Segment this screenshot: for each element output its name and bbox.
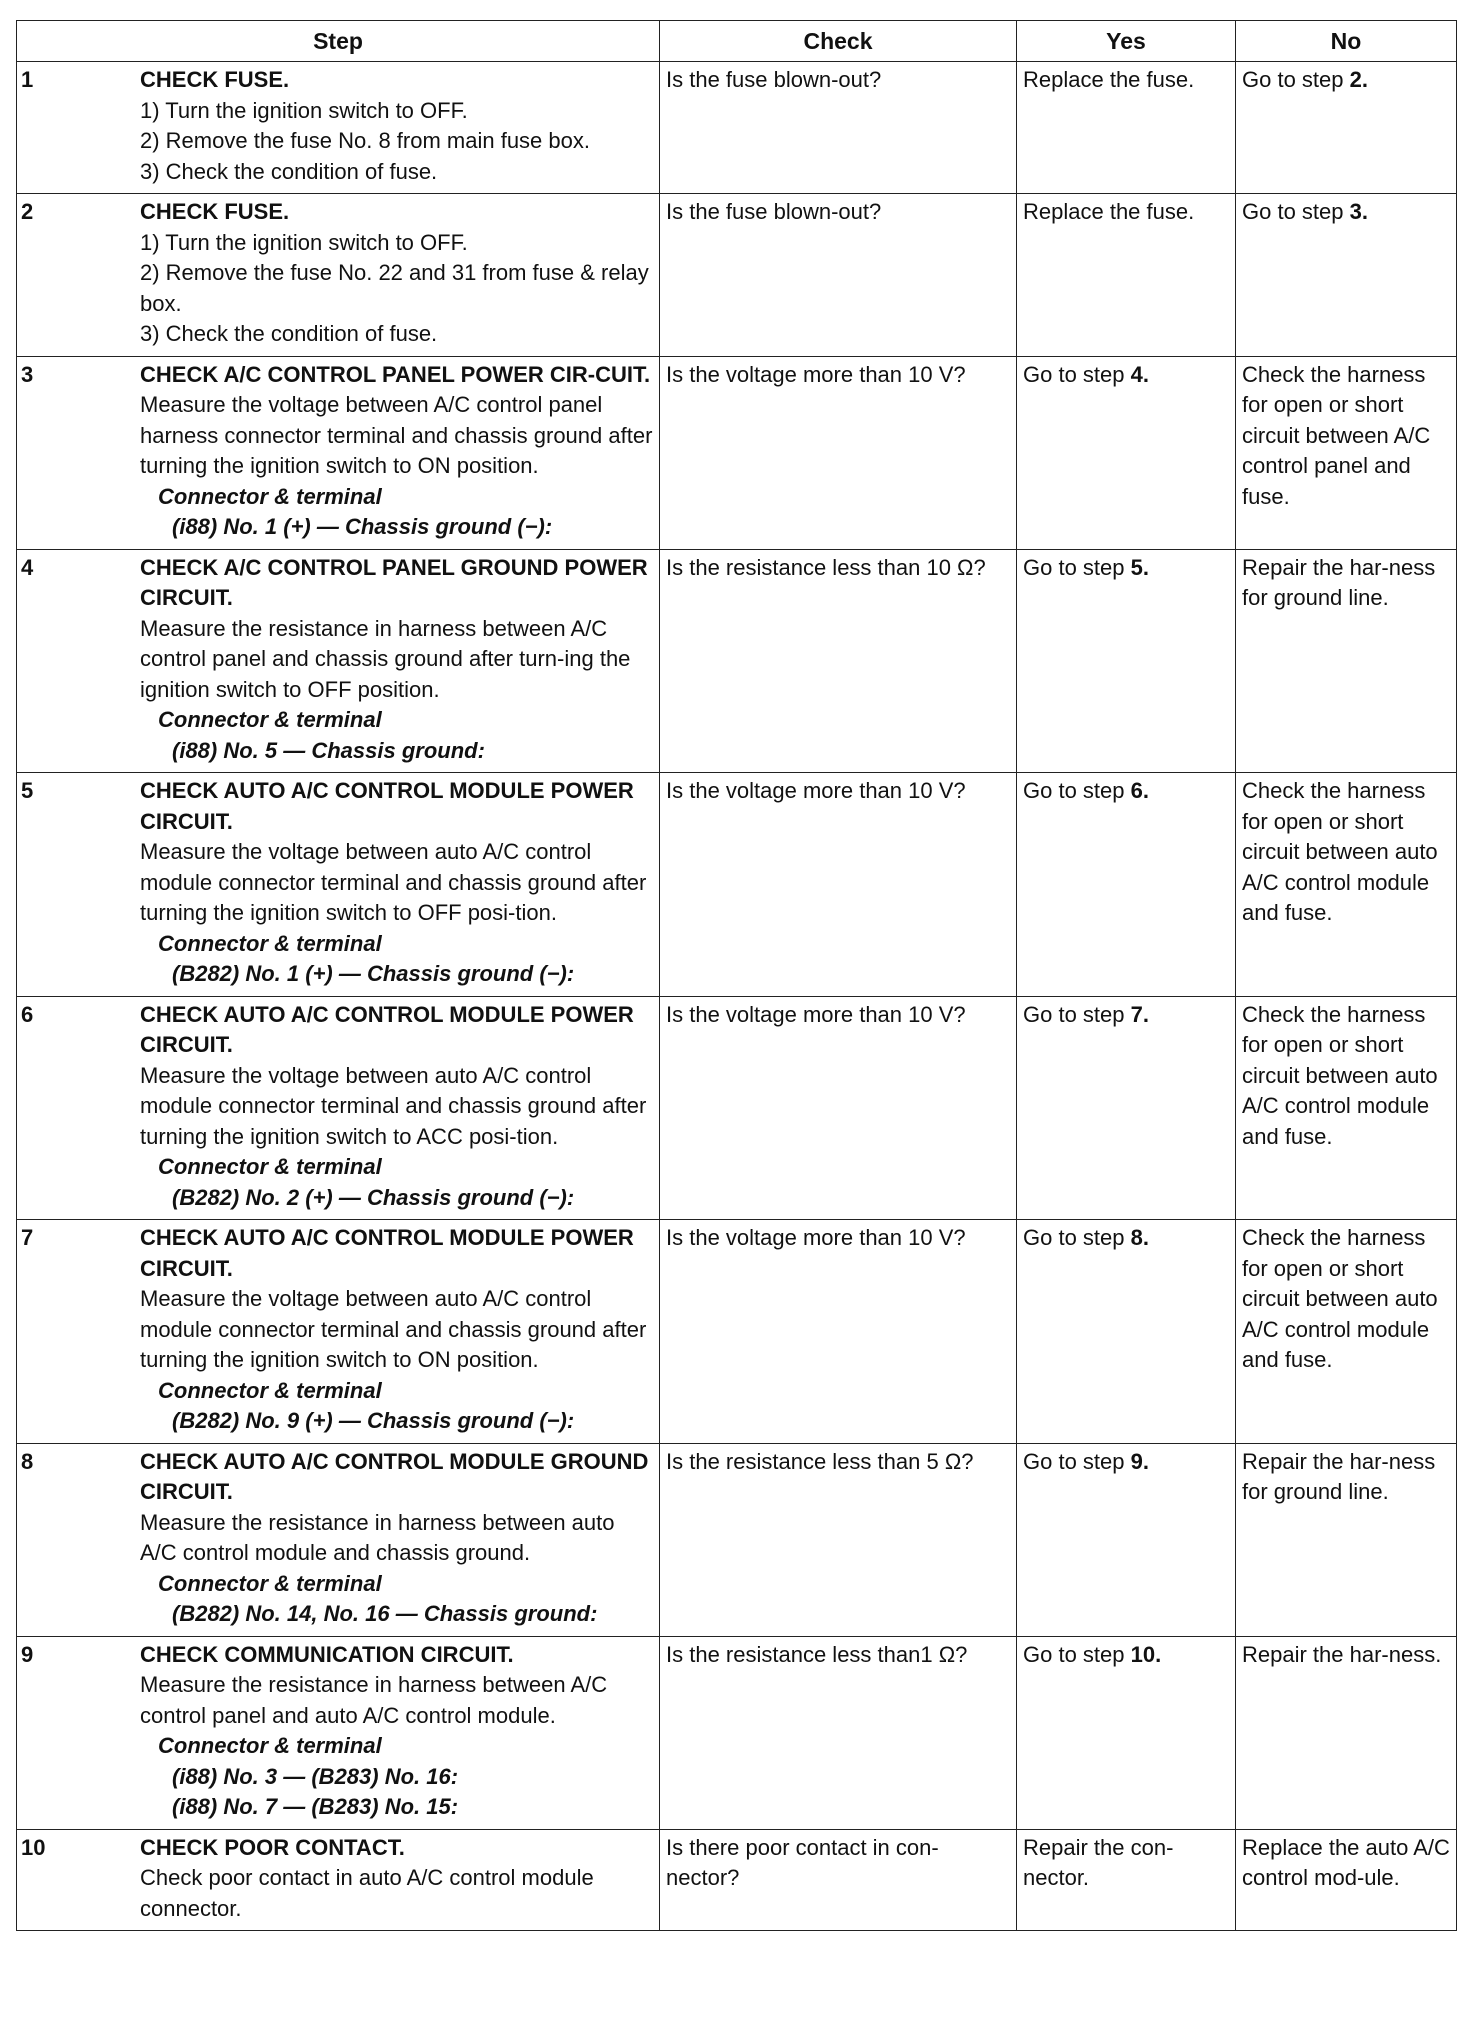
no-cell-text: Repair the har-ness for ground line.	[1242, 1448, 1436, 1504]
step-reference: 7.	[1130, 1001, 1149, 1027]
connector-terminal: (i88) No. 7 — (B283) No. 15:	[172, 1794, 459, 1819]
diagnostic-table	[16, 20, 1457, 1931]
connector-label: Connector & terminal	[158, 1377, 382, 1403]
yes-cell	[1017, 194, 1236, 357]
step-reference: 2.	[1349, 67, 1368, 92]
yes-cell	[1017, 996, 1236, 1220]
header-step: Step	[17, 21, 660, 62]
step-body	[134, 194, 659, 356]
step-cell	[17, 996, 660, 1220]
step-cell	[17, 1443, 660, 1636]
table-row	[17, 1829, 1457, 1931]
no-cell	[1236, 549, 1457, 773]
step-body	[134, 1220, 659, 1443]
step-instruction: 1) Turn the ignition switch to OFF.	[140, 97, 468, 123]
check-cell: Is the fuse blown-out?	[660, 62, 1017, 194]
table-row	[17, 773, 1457, 997]
yes-cell-text: Go to step	[1023, 554, 1131, 580]
check-cell: Is the resistance less than1 Ω?	[660, 1636, 1017, 1829]
no-cell	[1236, 1220, 1457, 1444]
step-reference: 5.	[1130, 554, 1149, 580]
table-row	[17, 996, 1457, 1220]
yes-cell	[1017, 1829, 1236, 1931]
yes-cell	[1017, 549, 1236, 773]
no-cell-text: Check the harness for open or short circuit between auto A/C control module and fuse.	[1242, 1225, 1438, 1372]
header-check: Check	[660, 21, 1017, 62]
no-cell	[1236, 1636, 1457, 1829]
connector-label: Connector & terminal	[158, 483, 382, 509]
step-cell	[17, 356, 660, 549]
step-cell	[17, 1636, 660, 1829]
connector-label: Connector & terminal	[158, 1570, 382, 1596]
step-body	[134, 773, 659, 996]
yes-cell-text: Replace the fuse.	[1023, 67, 1195, 92]
no-cell-text: Replace the auto A/C control mod-ule.	[1242, 1834, 1450, 1890]
connector-terminal: (B282) No. 1 (+) — Chassis ground (−):	[172, 961, 575, 986]
table-row	[17, 194, 1457, 357]
yes-cell-text: Go to step	[1023, 1641, 1131, 1667]
no-cell-text: Repair the har-ness for ground line.	[1242, 554, 1436, 610]
connector-terminal: (i88) No. 3 — (B283) No. 16:	[172, 1763, 459, 1789]
no-cell	[1236, 194, 1457, 357]
step-instruction: Check poor contact in auto A/C control module connector.	[140, 1865, 594, 1921]
step-reference: 10.	[1130, 1641, 1162, 1667]
no-cell	[1236, 62, 1457, 194]
yes-cell-text: Go to step	[1023, 1448, 1131, 1474]
step-title: CHECK FUSE.	[140, 67, 290, 92]
no-cell-text: Check the harness for open or short circuit between A/C control panel and fuse.	[1242, 361, 1431, 509]
step-instruction: 2) Remove the fuse No. 8 from main fuse box.	[140, 128, 590, 153]
step-cell	[17, 549, 660, 773]
no-cell-text: Repair the har-ness.	[1242, 1641, 1442, 1667]
step-body	[134, 550, 659, 773]
check-cell: Is the resistance less than 10 Ω?	[660, 549, 1017, 773]
step-reference: 4.	[1130, 361, 1149, 387]
step-number: 7	[21, 1225, 34, 1250]
step-instruction: Measure the voltage between auto A/C control module connector terminal and chassis ground after turning the ignition switch to OFF posi-tion.	[140, 839, 647, 925]
step-instruction: Measure the voltage between A/C control panel harness connector terminal and chassis ground after turning the ignition switch to ON position.	[140, 392, 653, 478]
check-cell: Is the voltage more than 10 V?	[660, 356, 1017, 549]
step-title: CHECK POOR CONTACT.	[140, 1834, 405, 1860]
step-instruction: 2) Remove the fuse No. 22 and 31 from fuse & relay box.	[140, 260, 649, 316]
step-instruction: 3) Check the condition of fuse.	[140, 158, 438, 184]
yes-cell-text: Repair the con-nector.	[1023, 1834, 1174, 1890]
yes-cell-text: Go to step	[1023, 361, 1131, 387]
step-cell	[17, 62, 660, 194]
step-cell	[17, 1220, 660, 1444]
step-body	[134, 62, 659, 193]
step-body	[134, 1637, 659, 1829]
step-title: CHECK AUTO A/C CONTROL MODULE GROUND CIRCUIT.	[140, 1448, 649, 1504]
connector-label: Connector & terminal	[158, 930, 382, 956]
connector-terminal: (i88) No. 1 (+) — Chassis ground (−):	[172, 514, 553, 539]
step-title: CHECK AUTO A/C CONTROL MODULE POWER CIRCUIT.	[140, 1001, 634, 1057]
no-cell-text: Check the harness for open or short circuit between auto A/C control module and fuse.	[1242, 1001, 1438, 1149]
no-cell-text: Go to step	[1242, 199, 1350, 224]
no-cell	[1236, 996, 1457, 1220]
no-cell	[1236, 773, 1457, 997]
yes-cell	[1017, 1636, 1236, 1829]
connector-terminal: (B282) No. 2 (+) — Chassis ground (−):	[172, 1184, 575, 1210]
step-reference: 3.	[1349, 199, 1368, 224]
yes-cell	[1017, 62, 1236, 194]
step-instruction: Measure the resistance in harness between auto A/C control module and chassis ground.	[140, 1509, 615, 1565]
step-instruction: Measure the voltage between auto A/C control module connector terminal and chassis ground after turning the ignition switch to ACC posi-tion.	[140, 1062, 647, 1149]
yes-cell	[1017, 356, 1236, 549]
yes-cell-text: Go to step	[1023, 1225, 1131, 1250]
step-number: 8	[21, 1448, 34, 1474]
yes-cell	[1017, 773, 1236, 997]
step-body	[134, 1830, 659, 1931]
step-title: CHECK COMMUNICATION CIRCUIT.	[140, 1641, 514, 1667]
no-cell	[1236, 356, 1457, 549]
step-instruction: 1) Turn the ignition switch to OFF.	[140, 229, 468, 255]
yes-cell	[1017, 1443, 1236, 1636]
step-body	[134, 357, 659, 549]
step-title: CHECK FUSE.	[140, 199, 290, 224]
check-cell: Is there poor contact in con-nector?	[660, 1829, 1017, 1931]
no-cell-text: Check the harness for open or short circuit between auto A/C control module and fuse.	[1242, 778, 1438, 925]
step-cell	[17, 773, 660, 997]
connector-terminal: (B282) No. 9 (+) — Chassis ground (−):	[172, 1408, 575, 1433]
step-instruction: Measure the resistance in harness between A/C control panel and auto A/C control module.	[140, 1672, 608, 1728]
table-row	[17, 1636, 1457, 1829]
step-number: 6	[21, 1001, 34, 1027]
step-reference: 8.	[1130, 1225, 1149, 1250]
step-reference: 9.	[1130, 1448, 1149, 1474]
header-row	[17, 21, 1457, 62]
step-cell	[17, 194, 660, 357]
connector-label: Connector & terminal	[158, 707, 382, 732]
table-row	[17, 1220, 1457, 1444]
header-no: No	[1236, 21, 1457, 62]
check-cell: Is the voltage more than 10 V?	[660, 996, 1017, 1220]
no-cell	[1236, 1829, 1457, 1931]
connector-label: Connector & terminal	[158, 1733, 382, 1758]
step-number: 1	[21, 67, 34, 92]
check-cell: Is the voltage more than 10 V?	[660, 773, 1017, 997]
step-title: CHECK A/C CONTROL PANEL POWER CIR-CUIT.	[140, 361, 651, 387]
no-cell-text: Go to step	[1242, 67, 1350, 92]
table-row	[17, 1443, 1457, 1636]
table-row	[17, 549, 1457, 773]
yes-cell	[1017, 1220, 1236, 1444]
step-number: 5	[21, 778, 34, 803]
step-title: CHECK AUTO A/C CONTROL MODULE POWER CIRCUIT.	[140, 778, 634, 834]
yes-cell-text: Go to step	[1023, 1001, 1131, 1027]
header-yes: Yes	[1017, 21, 1236, 62]
step-body	[134, 1444, 659, 1636]
step-title: CHECK A/C CONTROL PANEL GROUND POWER CIRCUIT.	[140, 554, 648, 610]
yes-cell-text: Replace the fuse.	[1023, 199, 1195, 224]
check-cell: Is the resistance less than 5 Ω?	[660, 1443, 1017, 1636]
step-body	[134, 997, 659, 1220]
connector-terminal: (i88) No. 5 — Chassis ground:	[172, 737, 485, 763]
connector-terminal: (B282) No. 14, No. 16 — Chassis ground:	[172, 1601, 598, 1626]
step-number: 4	[21, 554, 34, 580]
connector-label: Connector & terminal	[158, 1154, 382, 1179]
step-number: 3	[21, 361, 34, 387]
table-row	[17, 356, 1457, 549]
step-cell	[17, 1829, 660, 1931]
step-instruction: Measure the resistance in harness between A/C control panel and chassis ground after turn-ing the ignition switch to OFF position.	[140, 615, 631, 702]
check-cell: Is the voltage more than 10 V?	[660, 1220, 1017, 1444]
step-reference: 6.	[1130, 778, 1149, 803]
yes-cell-text: Go to step	[1023, 778, 1131, 803]
no-cell	[1236, 1443, 1457, 1636]
table-row	[17, 62, 1457, 194]
step-instruction: 3) Check the condition of fuse.	[140, 321, 438, 346]
step-number: 10	[21, 1834, 46, 1860]
step-title: CHECK AUTO A/C CONTROL MODULE POWER CIRCUIT.	[140, 1225, 634, 1281]
step-number: 9	[21, 1641, 34, 1667]
step-number: 2	[21, 199, 34, 224]
check-cell: Is the fuse blown-out?	[660, 194, 1017, 357]
step-instruction: Measure the voltage between auto A/C control module connector terminal and chassis ground after turning the ignition switch to ON position.	[140, 1286, 647, 1372]
